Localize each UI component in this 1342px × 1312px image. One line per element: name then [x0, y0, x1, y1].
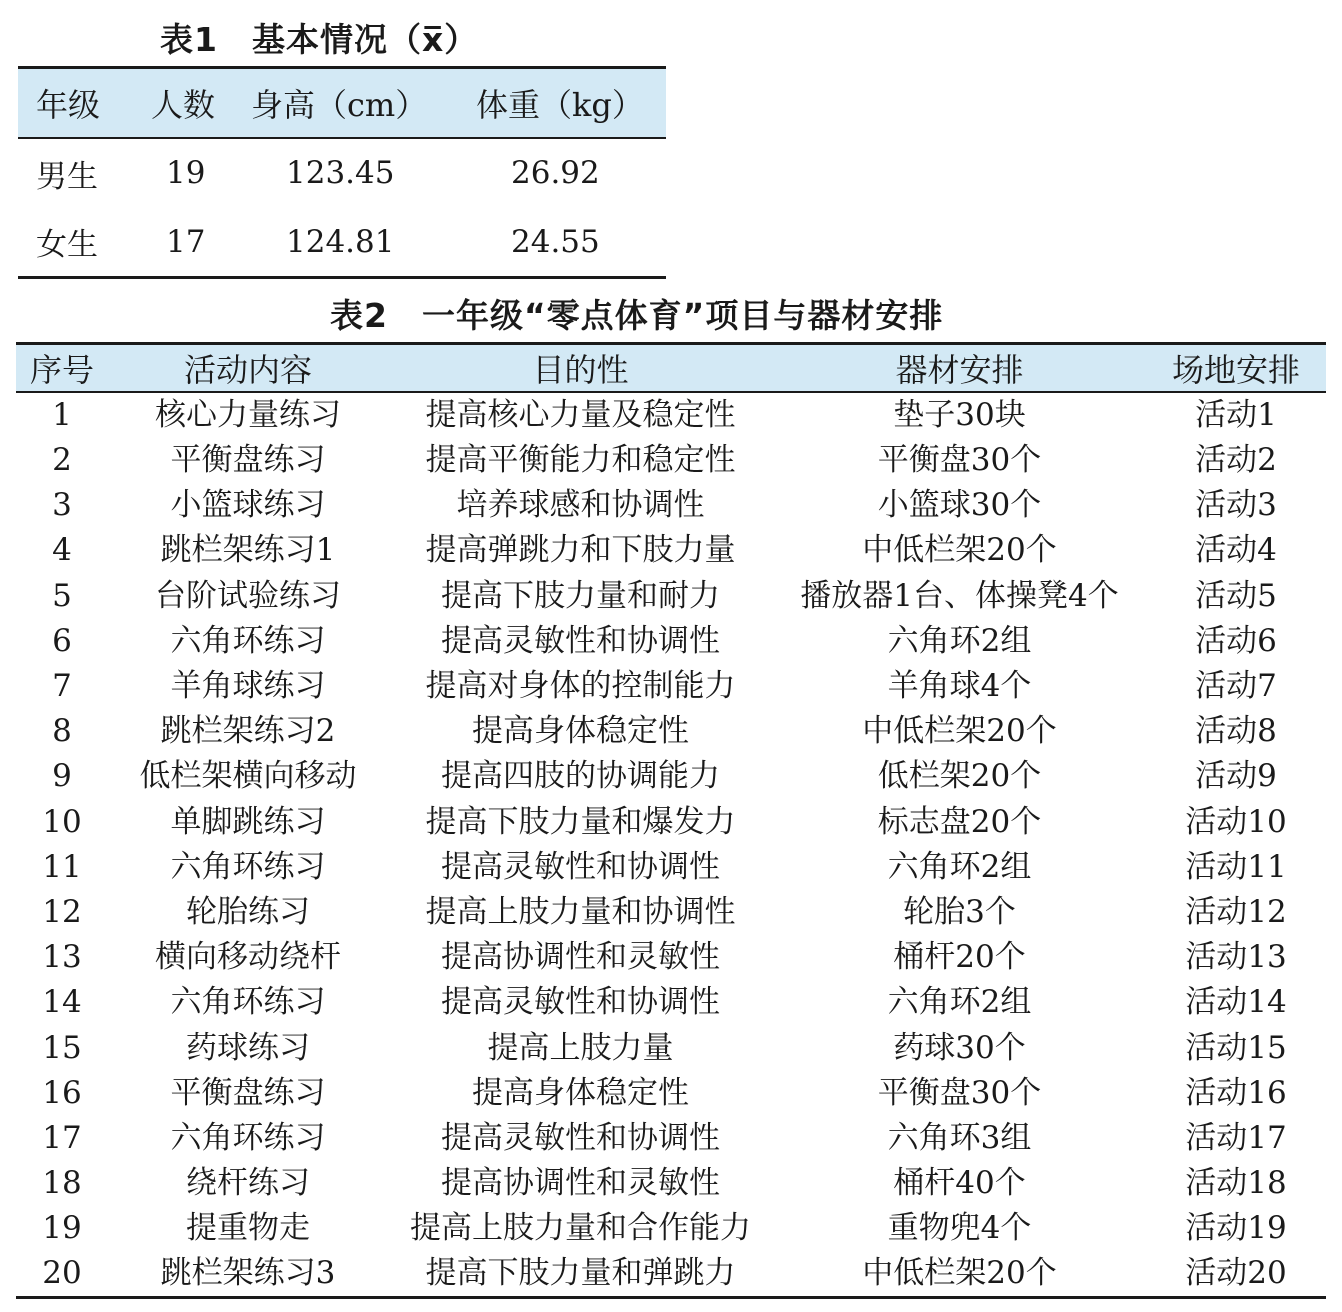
- activity-cell: 轮胎练习: [186, 893, 310, 930]
- equipment-cell: 桶杆40个: [893, 1165, 1026, 1202]
- equipment-cell: 小篮球30个: [877, 487, 1042, 524]
- equipment-cell: 桶杆20个: [893, 939, 1026, 976]
- height-cell: 124.81: [286, 223, 395, 260]
- venue-cell: 活动20: [1185, 1255, 1287, 1292]
- index-cell: 20: [42, 1255, 82, 1292]
- venue-cell: 活动4: [1195, 532, 1277, 569]
- purpose-cell: 提高核心力量及稳定性: [425, 397, 736, 433]
- table-row: [16, 845, 1326, 890]
- header-weight: 体重（kg）: [466, 68, 666, 138]
- activity-cell: 横向移动绕杆: [155, 939, 341, 976]
- index-cell: 10: [42, 803, 82, 840]
- activity-cell: 平衡盘练习: [170, 442, 326, 479]
- table1-body: [18, 138, 666, 278]
- index-cell: 14: [42, 984, 82, 1021]
- table-row: [16, 1161, 1326, 1206]
- weight-cell: 24.55: [511, 223, 600, 260]
- purpose-cell: 提高身体稳定性: [472, 1074, 689, 1111]
- equipment-cell: 轮胎3个: [903, 893, 1016, 930]
- purpose-cell: 提高下肢力量和弹跳力: [425, 1255, 736, 1292]
- height-cell: 123.45: [286, 155, 395, 191]
- table-row: [16, 1251, 1326, 1298]
- header-equipment: 器材安排: [773, 344, 1146, 393]
- index-cell: 15: [42, 1029, 82, 1066]
- header-venue: 场地安排: [1146, 344, 1326, 393]
- venue-cell: 活动7: [1195, 668, 1277, 705]
- activity-cell: 跳栏架练习1: [160, 532, 336, 569]
- equipment-cell: 六角环2组: [887, 984, 1032, 1021]
- activity-cell: 核心力量练习: [155, 397, 341, 433]
- basic-info-table: [18, 66, 666, 279]
- venue-cell: 活动12: [1185, 893, 1287, 930]
- venue-cell: 活动18: [1185, 1165, 1287, 1202]
- venue-cell: 活动6: [1195, 622, 1277, 659]
- purpose-cell: 提高弹跳力和下肢力量: [425, 532, 736, 569]
- activity-cell: 绕杆练习: [186, 1165, 310, 1202]
- activity-cell: 提重物走: [186, 1210, 310, 1247]
- purpose-cell: 提高上肢力量和合作能力: [410, 1210, 751, 1247]
- equipment-cell: 中低栏架20个: [862, 713, 1057, 750]
- venue-cell: 活动1: [1195, 397, 1277, 433]
- table1-header-row: [18, 68, 666, 138]
- venue-cell: 活动3: [1195, 487, 1277, 524]
- index-cell: 13: [42, 939, 82, 976]
- index-cell: 5: [52, 577, 72, 614]
- purpose-cell: 提高平衡能力和稳定性: [425, 442, 736, 479]
- venue-cell: 活动11: [1185, 848, 1287, 885]
- header-grade: 年级: [18, 68, 151, 138]
- header-height: 身高（cm）: [251, 68, 466, 138]
- table-row: [16, 528, 1326, 573]
- table-row: [16, 483, 1326, 528]
- weight-cell: 26.92: [511, 155, 600, 191]
- activity-cell: 台阶试验练习: [155, 577, 341, 614]
- table2-header-row: [16, 344, 1326, 393]
- equipment-cell: 六角环2组: [887, 848, 1032, 885]
- index-cell: 6: [52, 622, 72, 659]
- purpose-cell: 提高协调性和灵敏性: [441, 1165, 720, 1202]
- purpose-cell: 提高协调性和灵敏性: [441, 939, 720, 976]
- venue-cell: 活动5: [1195, 577, 1277, 614]
- purpose-cell: 提高上肢力量: [487, 1029, 674, 1066]
- activity-cell: 药球练习: [186, 1029, 310, 1066]
- venue-cell: 活动14: [1185, 984, 1287, 1021]
- table2-caption: 表2 一年级“零点体育”项目与器材安排: [330, 296, 944, 335]
- activity-cell: 羊角球练习: [170, 668, 326, 705]
- table-row: [16, 1025, 1326, 1070]
- equipment-cell: 药球30个: [893, 1029, 1026, 1066]
- table-row: [16, 619, 1326, 664]
- activity-cell: 平衡盘练习: [170, 1074, 326, 1111]
- venue-cell: 活动19: [1185, 1210, 1287, 1247]
- table-row: [16, 709, 1326, 754]
- table-row: [16, 754, 1326, 799]
- venue-cell: 活动2: [1195, 442, 1277, 479]
- table-row: [16, 980, 1326, 1025]
- venue-cell: 活动16: [1185, 1074, 1287, 1111]
- index-cell: 4: [52, 532, 72, 569]
- table-row: [16, 890, 1326, 935]
- equipment-cell: 平衡盘30个: [877, 442, 1042, 479]
- activity-cell: 跳栏架练习2: [160, 713, 336, 750]
- equipment-cell: 中低栏架20个: [862, 1255, 1057, 1292]
- grade-cell: 男生: [36, 158, 98, 195]
- purpose-cell: 提高灵敏性和协调性: [441, 622, 720, 659]
- table-row: [16, 664, 1326, 709]
- venue-cell: 活动9: [1195, 758, 1277, 795]
- index-cell: 18: [42, 1165, 82, 1202]
- venue-cell: 活动10: [1185, 803, 1287, 840]
- equipment-cell: 垫子30块: [893, 397, 1026, 433]
- header-count: 人数: [151, 68, 251, 138]
- index-cell: 16: [42, 1074, 82, 1111]
- table-row: [16, 1206, 1326, 1251]
- purpose-cell: 提高下肢力量和耐力: [441, 577, 720, 614]
- activity-table: [16, 342, 1326, 1299]
- table-row: [16, 935, 1326, 980]
- index-cell: 8: [52, 713, 72, 750]
- equipment-cell: 低栏架20个: [877, 758, 1042, 795]
- table-row: [16, 574, 1326, 619]
- table-row: [16, 392, 1326, 438]
- index-cell: 19: [42, 1210, 82, 1247]
- header-activity: 活动内容: [108, 344, 388, 393]
- count-cell: 19: [166, 155, 206, 191]
- table-row: [18, 138, 666, 208]
- equipment-cell: 标志盘20个: [877, 803, 1042, 840]
- index-cell: 11: [42, 848, 82, 885]
- activity-cell: 跳栏架练习3: [160, 1255, 336, 1292]
- table-row: [16, 800, 1326, 845]
- index-cell: 3: [52, 487, 72, 524]
- index-cell: 7: [52, 668, 72, 705]
- equipment-cell: 六角环3组: [887, 1119, 1032, 1156]
- index-cell: 12: [42, 893, 82, 930]
- venue-cell: 活动13: [1185, 939, 1287, 976]
- activity-cell: 小篮球练习: [170, 487, 326, 524]
- venue-cell: 活动17: [1185, 1119, 1287, 1156]
- header-purpose: 目的性: [388, 344, 773, 393]
- purpose-cell: 提高灵敏性和协调性: [441, 848, 720, 885]
- table-row: [16, 1071, 1326, 1116]
- equipment-cell: 重物兜4个: [887, 1210, 1032, 1247]
- equipment-cell: 播放器1台、体操凳4个: [800, 577, 1119, 614]
- purpose-cell: 提高身体稳定性: [472, 713, 689, 750]
- table-row: [18, 208, 666, 278]
- venue-cell: 活动15: [1185, 1029, 1287, 1066]
- header-index: 序号: [16, 344, 108, 393]
- purpose-cell: 提高上肢力量和协调性: [425, 893, 736, 930]
- venue-cell: 活动8: [1195, 713, 1277, 750]
- count-cell: 17: [166, 223, 206, 260]
- purpose-cell: 培养球感和协调性: [456, 487, 705, 524]
- index-cell: 2: [52, 442, 72, 479]
- activity-cell: 单脚跳练习: [170, 803, 326, 840]
- table2-body: [16, 392, 1326, 1298]
- activity-cell: 六角环练习: [170, 848, 326, 885]
- purpose-cell: 提高四肢的协调能力: [441, 758, 720, 795]
- table-row: [16, 1116, 1326, 1161]
- table-row: [16, 438, 1326, 483]
- equipment-cell: 平衡盘30个: [877, 1074, 1042, 1111]
- table1-caption: 表1 基本情况（x̅）: [160, 20, 479, 59]
- index-cell: 9: [52, 758, 72, 795]
- equipment-cell: 羊角球4个: [887, 668, 1032, 705]
- purpose-cell: 提高灵敏性和协调性: [441, 1119, 720, 1156]
- equipment-cell: 六角环2组: [887, 622, 1032, 659]
- purpose-cell: 提高灵敏性和协调性: [441, 984, 720, 1021]
- purpose-cell: 提高下肢力量和爆发力: [425, 803, 736, 840]
- purpose-cell: 提高对身体的控制能力: [425, 668, 736, 705]
- index-cell: 17: [42, 1119, 82, 1156]
- equipment-cell: 中低栏架20个: [862, 532, 1057, 569]
- activity-cell: 六角环练习: [170, 984, 326, 1021]
- index-cell: 1: [52, 397, 72, 433]
- activity-cell: 低栏架横向移动: [139, 758, 357, 795]
- grade-cell: 女生: [36, 227, 98, 264]
- activity-cell: 六角环练习: [170, 1119, 326, 1156]
- activity-cell: 六角环练习: [170, 622, 326, 659]
